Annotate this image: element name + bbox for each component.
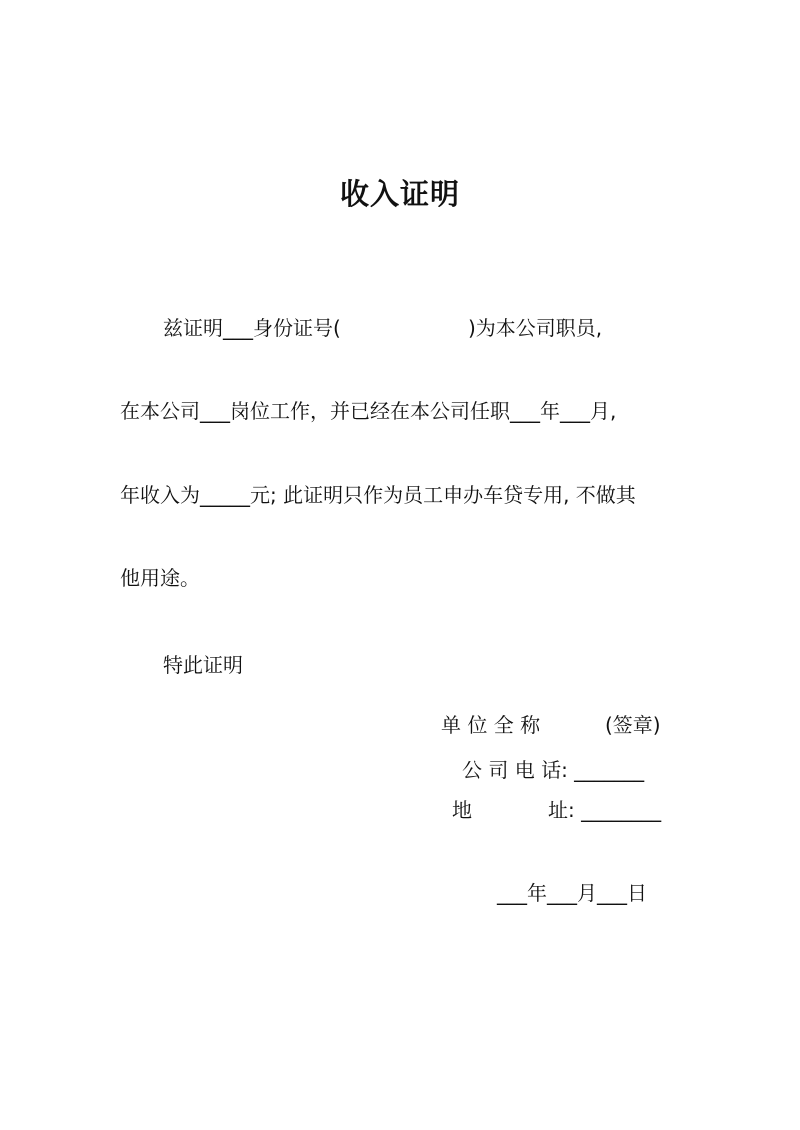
address-label: 地 (452, 798, 472, 822)
paragraph-line-4: 他用途。 (120, 566, 200, 590)
closing-text: 特此证明 (163, 653, 243, 677)
date-line: ___年___月___日 (497, 881, 647, 905)
company-phone-line: 公 司 电 话: _______ (462, 758, 645, 782)
stamp-label: (签章) (605, 713, 661, 737)
company-name-label: 单 位 全 称 (441, 713, 541, 737)
document-title: 收入证明 (339, 177, 460, 211)
address-line: 址: ________ (548, 798, 662, 822)
paragraph-line-1: 兹证明___身份证号( )为本公司职员, (163, 316, 603, 340)
paragraph-line-2: 在本公司___岗位工作，并已经在本公司任职___年___月, (120, 399, 617, 423)
paragraph-line-3: 年收入为_____元; 此证明只作为员工申办车贷专用, 不做其 (120, 483, 636, 507)
